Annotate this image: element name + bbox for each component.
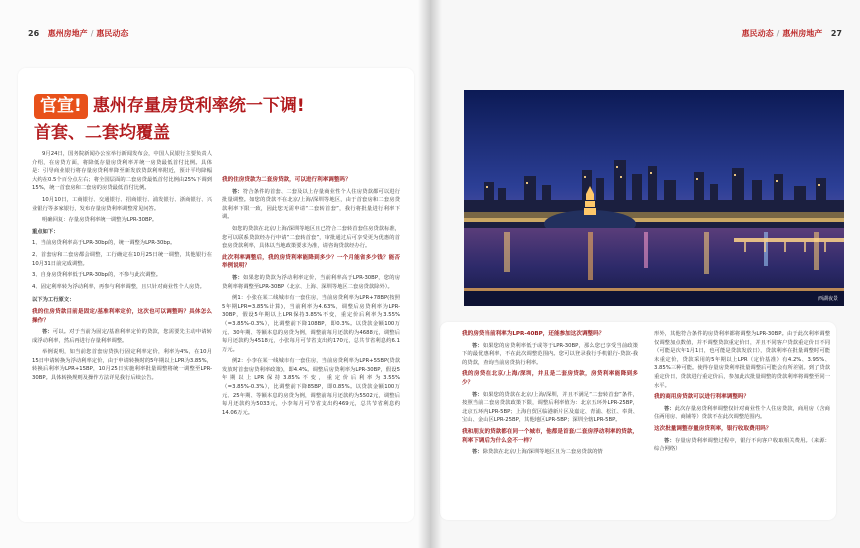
page-number: 26 [28,29,40,38]
paragraph: 如您的贷款在北京/上海/深圳等地区且已符合二套转首套住房贷款标准，您可以联系贷款经办行申请“二套转首套”，审批通过后可享受更为优惠的首套房贷款利率，具体以当地政策要求为准，请咨询贷款经办行。 [222,225,400,250]
question: 我的住房贷款目前是固定/基准利率定价，这次也可以调整吗？具体怎么操作？ [32,308,212,324]
night-city-photo [464,90,844,306]
question: 这次批量调整存量房贷利率，银行收取费用吗？ [654,425,772,432]
column-name: 惠民动态 [96,29,129,38]
left-column-1 [32,150,212,386]
paragraph: 例1：小张在某二线城市有一套住房，当前房贷利率为LPR+78BP(按照5年期LPR=3.85%计算)，当前利率为4.63%，调整后房贷利率为LPR-30BP，假设5年期以上LPR保持3.85%不变，重定价后利率为3.55%（=3.85%-0.3%），比调整前下降108BP，即0.3%。以贷款金额100万元、30年期、等额本息的房贷为例，调整前每月还款约为4688元，调整后每月还款约为4518元，小张每月可节省支出约170元，总共节省利息约6.1万元。 [222,295,400,353]
right-column-2 [654,330,830,457]
key-points-title: 重点如下： [32,228,59,235]
answer: 答：如果您的贷款在北京/上海/深圳，并且不满足“二套转首套”条件，按照当前二套房贷款政策下限，调整后利率值为：北京五环外LPR-25BP，北京五环内LPR-5BP；上海自贸区临港新片区及嘉定、青浦、松江、奉贤、宝山、金山区LPR-25BP，其他地区LPR-5BP；深圳全辖LPR-5BP。 [462,391,638,424]
right-column-1 [462,330,638,460]
paragraph: 形外，其他符合条件的房贷利率都将调整为LPR-30BP。由于此次利率调整仅调整加点数值，并不调整贷款重定价日，并且不同客户贷款重定价日不同（可能是次年1月1日，也可能是贷款发放日），贷款利率在批量调整时可能未重定价，贷款采用的5年期以上LPR（定价基准）有4.2%、3.95%、3.85%三种可能。使得存量房贷利率批量调整后可能会有所差别。到了贷款重定价日，贷款进行重定价后，参加此次批量调整的贷款利率将调整至同一水平。 [654,331,830,389]
key-point: 2、首套房和二套房都会调整，工行确定在10月25日统一调整，其他银行在10月31日前完成调整。 [32,251,212,267]
question: 我的房贷在北京/上海/深圳，并且是二套房贷款，房贷利率能降到多少？ [462,371,638,386]
key-point: 1、当前房贷利率高于LPR-30bp的，统一调整为LPR-30bp。 [32,240,176,247]
answer: 答：存量房贷利率调整过程中，银行不向客户收取相关费用。（来源：综合网络） [654,437,830,453]
column-name: 惠民动态 [741,29,774,38]
title-line-2: 首套、二套均覆盖 [34,123,170,143]
key-point: 4、固定利率转为浮动利率，再参与利率调整，且只针对商业性个人房贷。 [32,283,205,290]
section-title: 以下为工行原文： [32,297,75,304]
article-title [34,94,404,145]
section-name: 惠州房地产 [47,29,88,38]
question: 我的商用房贷款可以进行利率调整吗？ [654,394,750,401]
left-column-2 [222,176,400,420]
paragraph: 明确回复：存量房贷利率统一调整为LPR-30BP。 [42,217,158,224]
answer: 答：如果您的贷款为浮动利率定价，当前利率高于LPR-30BP，您的房贷利率将调整至LPR-30BP（北京、上海、深圳等地区二套房贷款除外）。 [222,274,400,290]
question: 我的住房贷款为二套房贷款，可以进行利率调整吗？ [222,177,351,183]
paragraph: 例2：小李在某一线城市有一套住房，当前房贷利率为LPR+55BP(贷款发放时首套房贷利率政策)，即4.4%。调整后房贷利率为LPR-30BP，假设5年期以上LPR保持3.85%不变，重定价后利率为3.55%（=3.85%-0.3%），比调整前下降85BP，即0.85%。以贷款金额100万元、25年期、等额本息的房贷为例，调整前每月还款约为5502元，调整后每月还款约为5033元，小李每月可节省支出约469元，总共节省利息约14.06万元。 [222,358,400,416]
left-page-header: 26 惠州房地产 / 惠民动态 [28,29,129,38]
answer: 答：此次存量房贷利率调整仅针对商业性个人住房贷款，商用房（含商住两用房、商铺等）贷款不在此次调整范围内。 [654,405,830,421]
answer: 答：符合条件的首套、二套及以上存量商业性个人住房贷款都可以进行批量调整。如您的贷款不在北京/上海/深圳等地区，由于首套房和二套房贷款利率下限一致，因此您无需申请“二套转首套”，我行将批量进行利率下调。 [222,188,400,221]
answer: 答：如果您的房贷利率低于或等于LPR-30BP，那么您已享受当前政策下的最优惠利率，不在此次调整范围内。您可以登录我行手机银行-贷款-我的贷款，查询当前房贷执行利率。 [462,342,638,366]
title-line-1: 惠州存量房贷利率统一下调! [92,96,305,116]
page-number: 27 [830,29,842,38]
book-spine-shadow [418,0,442,548]
paragraph: 9月24日，国务院新闻办公室举行新闻发布会，中国人民银行主要负责人介绍，在房贷方面，将降低存量房贷利率并统一房贷最低首付比例。具体是：引导商业银行将存量房贷利率降至新发放贷款利率附近，预计平均降幅大约在0.5个百分点左右；将全国层面的二套房贷最低首付比例由25%下调到15%，统一首套房和二套房的房贷最低首付比例。 [32,151,212,192]
paragraph: 举例说明，如当前您首套房贷执行固定利率定价，利率为4%，在10月15日申请转换为浮动利率定价，由于申请转换时的5年期以上LPR为3.85%，转换后利率为LPR+15BP，10月25日实施利率批量调整将统一调整至LPR-30BP。具体转换规则及操作方法详见我行后续公告。 [32,349,212,382]
answer: 答：除贷款在北京/上海/深圳等地区且为二套房贷款的情 [472,449,603,456]
question: 我的房贷当前利率为LPR-40BP，还能参加这次调整吗？ [462,331,605,337]
paragraph: 10月10日，工商银行、交通银行、招商银行、浦发银行、浙商银行、兴业银行等多家银行，发布存量房贷利率调整常见问答。 [32,196,212,212]
answer: 答：可以。对于当前为固定/基准利率定价的贷款，您需要先主动申请转成浮动利率，然后再进行存量利率调整。 [32,329,212,344]
right-page-header: 惠民动态 / 惠州房地产 27 [741,29,842,38]
source-note: （来源：综合网络） [654,437,830,453]
photo-caption: 西湖夜景 [817,296,838,302]
question: 此次利率调整后，我的房贷利率能降到多少？一个月能省多少钱？能否举例说明？ [222,254,400,270]
question: 我和朋友的贷款都在同一个城市，他都是首套/二套房浮动利率的贷款，利率下调后为什么会不一样？ [462,428,638,444]
section-name: 惠州房地产 [782,29,823,38]
title-badge: 官宣! [34,94,88,119]
key-point: 3、自身房贷利率低于LPR-30bp的，不参与此次调整。 [32,272,161,279]
